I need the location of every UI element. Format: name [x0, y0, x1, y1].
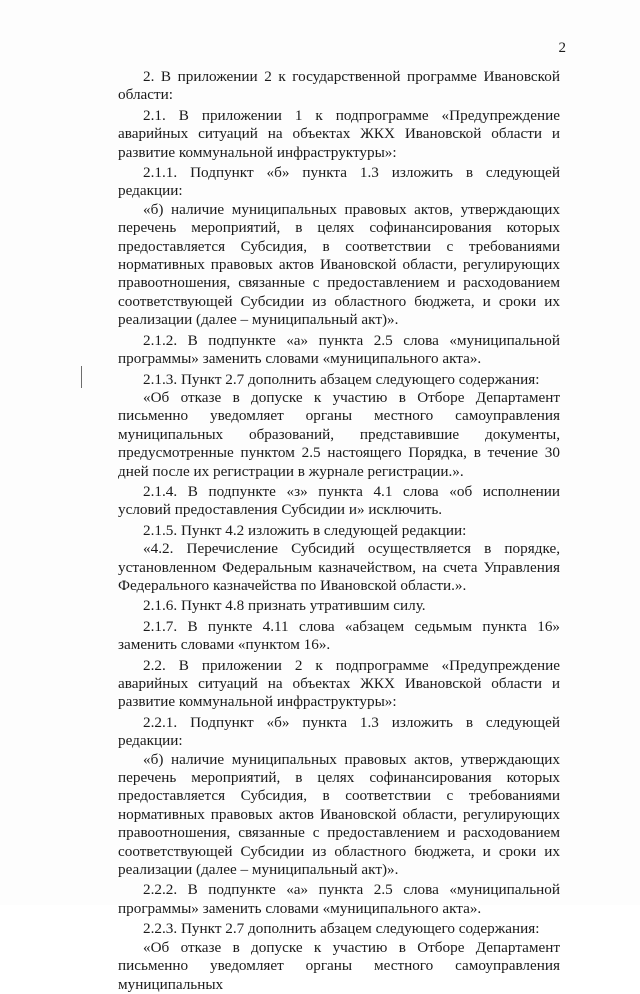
paragraph-2-2: 2.2. В приложении 2 к подпрограмме «Предупреждение аварийных ситуаций на объектах ЖКХ Ивановской области и развитие коммунальной инфраструктуры»: — [118, 656, 560, 711]
margin-mark — [81, 366, 82, 388]
paragraph-quote-refusal-1: «Об отказе в допуске к участию в Отборе Департамент письменно уведомляет органы местного самоуправления муниципальных образований, представившие документы, предусмотренные пунктом 2.5 настоящего Порядка, в течение 30 дней после их регистрации в журнале регистрации.». — [118, 388, 560, 480]
paragraph-2-1-1: 2.1.1. Подпункт «б» пункта 1.3 изложить в следующей редакции: — [118, 164, 560, 200]
paragraph-2-2-3: 2.2.3. Пункт 2.7 дополнить абзацем следующего содержания: — [143, 920, 540, 938]
paragraph-2-2-2: 2.2.2. В подпункте «а» пункта 2.5 слова «муниципальной программы» заменить словами «муниципального акта». — [118, 881, 560, 917]
paragraph-2-1-6: 2.1.6. Пункт 4.8 признать утратившим силу. — [143, 597, 426, 615]
paragraph-quote-4-2: «4.2. Перечисление Субсидий осуществляется в порядке, установленном Федеральным казначейством, на счета Управления Федерального казначейства по Ивановской области.». — [118, 540, 560, 594]
paragraph-2-1: 2.1. В приложении 1 к подпрограмме «Предупреждение аварийных ситуаций на объектах ЖКХ Ивановской области и развитие коммунальной инфраструктуры»: — [118, 106, 560, 161]
paragraph-quote-b-1: «б) наличие муниципальных правовых актов, утверждающих перечень мероприятий, в целях софинансирования которых предоставляется Субсидия, в соответствии с требованиями нормативных правовых актов Ивановской области, регулирующих правоотношения, связанные с предоставлением и расходованием соответствующей Субсидии из областного бюджета, и сроки их реализации (далее – муниципальный акт)». — [118, 200, 560, 329]
document-body — [118, 68, 560, 994]
paragraph-2: 2. В приложении 2 к государственной программе Ивановской области: — [118, 68, 560, 104]
paragraph-2-1-7: 2.1.7. В пункте 4.11 слова «абзацем седьмым пункта 16» заменить словами «пунктом 16». — [118, 617, 560, 654]
paragraph-2-1-3: 2.1.3. Пункт 2.7 дополнить абзацем следующего содержания: — [143, 370, 540, 388]
paragraph-2-1-4: 2.1.4. В подпункте «з» пункта 4.1 слова «об исполнении условий предоставления Субсидии и» исключить. — [118, 482, 560, 519]
page-number: 2 — [558, 40, 566, 56]
paragraph-quote-refusal-2: «Об отказе в допуске к участию в Отборе Департамент письменно уведомляет органы местного самоуправления муниципальных — [118, 938, 560, 993]
paragraph-2-1-2: 2.1.2. В подпункте «а» пункта 2.5 слова «муниципальной программы» заменить словами «муниципального акта». — [118, 331, 560, 368]
paragraph-2-1-5: 2.1.5. Пункт 4.2 изложить в следующей редакции: — [143, 521, 467, 539]
paragraph-quote-b-2: «б) наличие муниципальных правовых актов, утверждающих перечень мероприятий, в целях софинансирования которых предоставляется Субсидия, в соответствии с требованиями нормативных правовых актов Ивановской области, регулирующих правоотношения, связанные с предоставлением и расходованием соответствующей Субсидии из областного бюджета, и сроки их реализации (далее – муниципальный акт)». — [118, 750, 560, 879]
paragraph-2-2-1: 2.2.1. Подпункт «б» пункта 1.3 изложить в следующей редакции: — [118, 713, 560, 750]
